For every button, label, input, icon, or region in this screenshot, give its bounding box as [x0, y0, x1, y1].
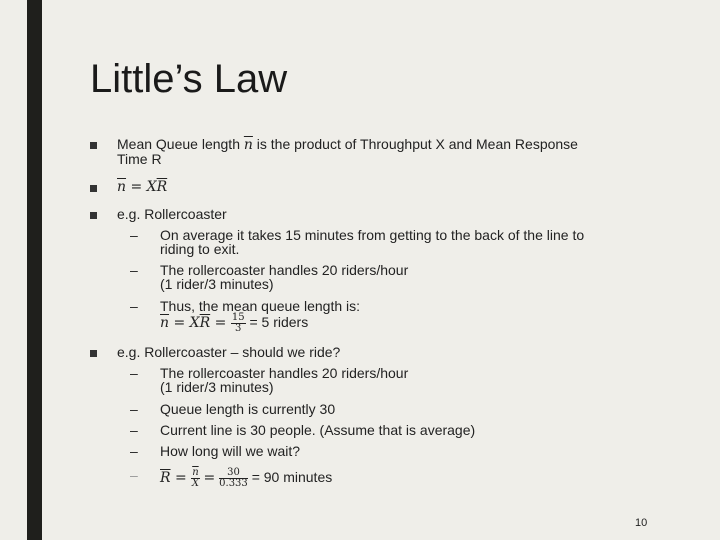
fraction-numerator: $\overline{n}$: [192, 467, 199, 478]
fraction-15-over-3: [231, 313, 246, 334]
math-x: X: [189, 315, 200, 332]
sub-bullet-text: [160, 299, 650, 334]
text-part: (1 rider/3 minutes): [160, 379, 274, 395]
sub-bullet-text: [160, 228, 650, 256]
bullet-text: e.g. Rollercoaster: [117, 206, 227, 222]
sub-bullet-text: [160, 366, 650, 394]
math-r-bar: $\overline{R}$: [160, 470, 171, 487]
dash-marker: –: [130, 443, 138, 459]
bullet-text: [117, 137, 627, 166]
fraction-n-over-x: [191, 468, 199, 489]
sub-bullet-text: [160, 263, 650, 291]
text-part: (1 rider/3 minutes): [160, 276, 274, 292]
dash-marker: –: [130, 467, 138, 483]
fraction-denominator: 3: [235, 323, 242, 334]
dash-marker: –: [130, 401, 138, 417]
math-n-bar: $\overline{n}$: [243, 137, 253, 153]
math-equals: =: [130, 179, 143, 195]
text-part: Time R: [117, 151, 162, 167]
fraction-numerator: 30: [219, 468, 248, 479]
text-part: Thus, the mean queue length is:: [160, 298, 361, 314]
dash-marker: –: [130, 262, 138, 278]
fraction-denominator: 0.333: [219, 478, 248, 489]
slide-number: 10: [635, 517, 648, 529]
math-n-bar: $\overline{n}$: [160, 315, 170, 332]
formula-queue-length: [160, 315, 231, 331]
fraction-numerator: 15: [231, 312, 245, 323]
math-n-bar: $\overline{n}$: [117, 179, 127, 195]
bullet-text: e.g. Rollercoaster – should we ride?: [117, 344, 341, 360]
formula-wait-time: [160, 470, 191, 486]
sub-bullet-text: Queue length is currently 30: [160, 401, 336, 417]
fraction-30-over-0333: [219, 468, 248, 489]
sub-bullet-text: How long will we wait?: [160, 443, 301, 459]
text-part: is the product of Throughput X and Mean Response: [256, 136, 578, 152]
math-equals: =: [203, 470, 216, 487]
sub-bullet-text: [160, 468, 650, 489]
math-equals: =: [214, 315, 227, 332]
result-text: = 5 riders: [249, 314, 309, 331]
math-r-bar: $\overline{R}$: [199, 315, 211, 332]
text-part: The rollercoaster handles 20 riders/hour: [160, 365, 409, 381]
bullet-square-icon: [90, 212, 97, 219]
sub-bullet-text: Current line is 30 people. (Assume that is average): [160, 422, 476, 438]
fraction-denominator: X: [191, 478, 199, 489]
text-part: On average it takes 15 minutes from getting to the back of the line to: [160, 227, 585, 243]
dash-marker: –: [130, 227, 138, 243]
bullet-square-icon: [90, 185, 97, 192]
text-part: The rollercoaster handles 20 riders/hour: [160, 262, 409, 278]
dash-marker: –: [130, 365, 138, 381]
result-text: = 90 minutes: [251, 469, 333, 486]
math-equals: =: [173, 315, 186, 332]
math-r-bar: $\overline{R}$: [156, 179, 168, 195]
math-x: X: [146, 179, 157, 195]
left-accent-bar: [27, 0, 42, 540]
formula-n-eq-xr: [117, 180, 627, 194]
bullet-square-icon: [90, 350, 97, 357]
text-part: riding to exit.: [160, 241, 240, 257]
slide-title: Little’s Law: [90, 57, 288, 101]
text-part: Mean Queue length: [117, 136, 240, 152]
bullet-square-icon: [90, 142, 97, 149]
math-equals: =: [175, 470, 187, 487]
dash-marker: –: [130, 298, 138, 314]
dash-marker: –: [130, 422, 138, 438]
